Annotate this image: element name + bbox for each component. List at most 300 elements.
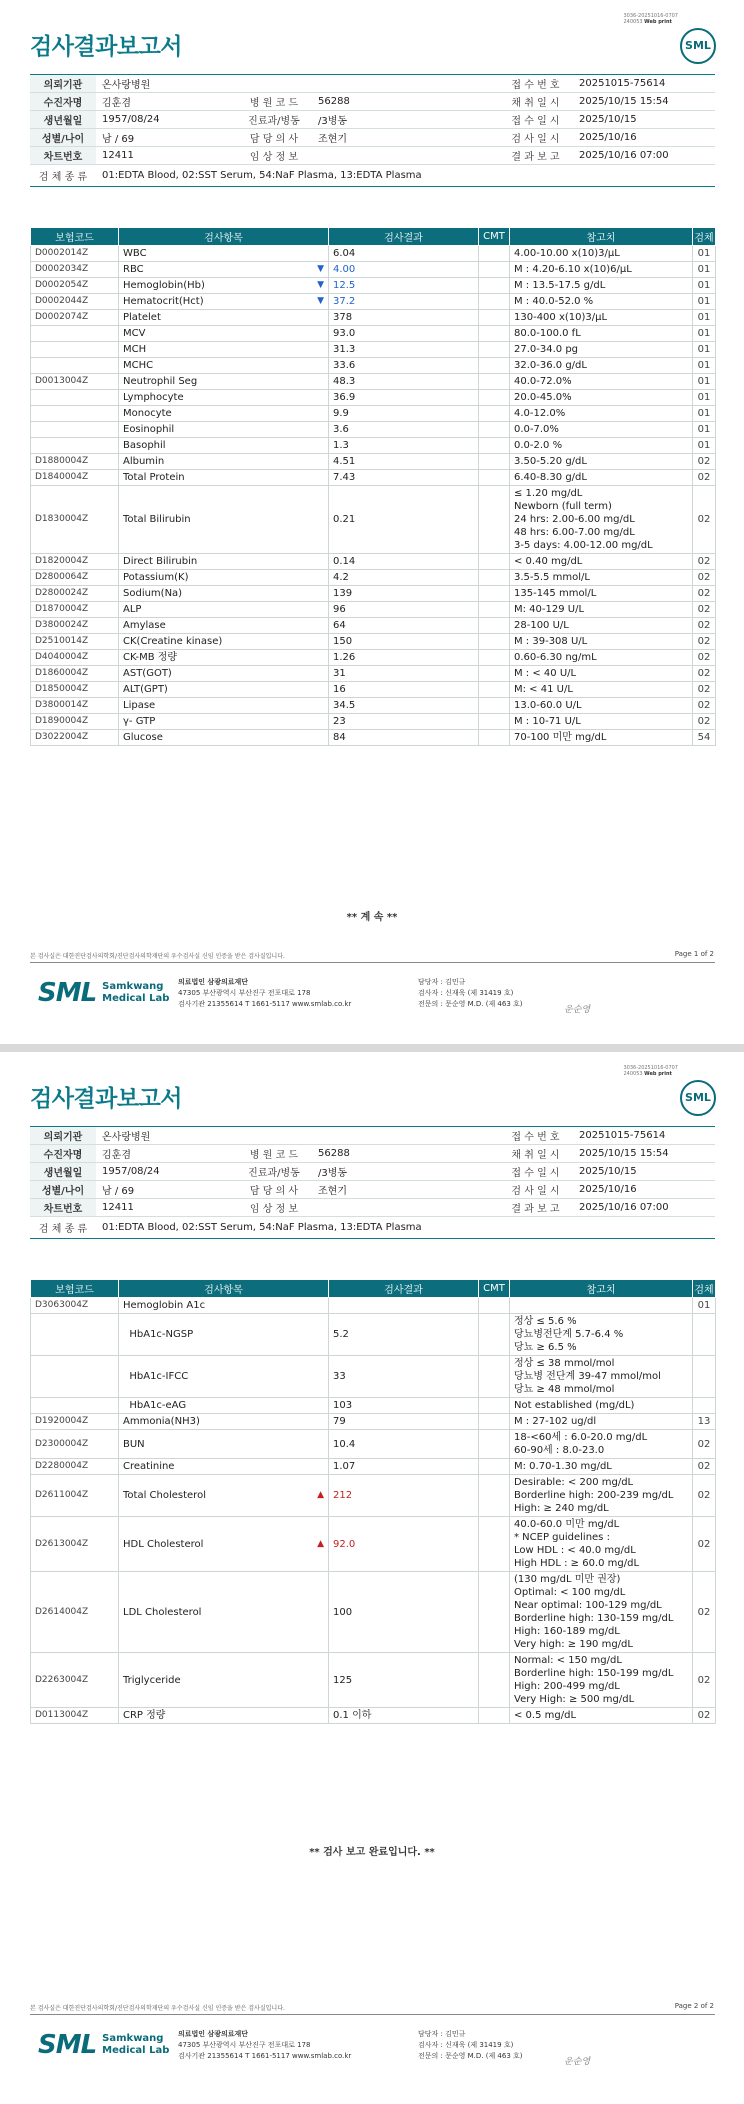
test-name: Eosinophil [119, 422, 329, 438]
insurance-code: D2510014Z [31, 634, 119, 650]
specimen-code: 02 [693, 602, 716, 618]
footer-personnel: 담당자 : 김민규 검사자 : 신재욱 (제 31419 호) 전문의 : 문순영 M.D. (제 463 호) [418, 978, 523, 1008]
test-result: 4.00 [329, 262, 479, 278]
test-name: Ammonia(NH3) [119, 1414, 329, 1430]
results-table [30, 1279, 716, 1724]
specimen-code: 02 [693, 666, 716, 682]
table-row [31, 1356, 716, 1398]
test-name: CRP 정량 [119, 1708, 329, 1724]
cmt-cell [479, 406, 510, 422]
footer-address: 의료법인 삼광의료재단 47305 부산광역시 부산진구 전포대로 178 검사기관 21355614 T 1661-5117 www.smlab.co.kr [178, 978, 352, 1008]
insurance-code: D0002074Z [31, 310, 119, 326]
insurance-code [31, 342, 119, 358]
reference-range: 4.0-12.0% [510, 406, 693, 422]
test-name: Direct Bilirubin [119, 554, 329, 570]
reference-range: 80.0-100.0 fL [510, 326, 693, 342]
footer-brand: SML Samkwang Medical Lab [38, 2030, 170, 2060]
cmt-cell [479, 358, 510, 374]
specimen-code: 02 [693, 470, 716, 486]
column-header: 참고치 [510, 228, 693, 246]
test-result: 150 [329, 634, 479, 650]
column-header: 검사결과 [329, 1280, 479, 1298]
insurance-code [31, 406, 119, 422]
insurance-code [31, 438, 119, 454]
insurance-code [31, 1314, 119, 1356]
table-row [31, 1414, 716, 1430]
test-result: 31 [329, 666, 479, 682]
column-header: CMT [479, 228, 510, 246]
table-row [31, 422, 716, 438]
test-name: Creatinine [119, 1459, 329, 1475]
insurance-code: D1850004Z [31, 682, 119, 698]
test-result: 4.51 [329, 454, 479, 470]
reference-range: Normal: < 150 mg/dL Borderline high: 150-199 mg/dL High: 200-499 mg/dL Very High: ≥ 500 mg/dL [510, 1653, 693, 1708]
test-name: LDL Cholesterol [119, 1572, 329, 1653]
insurance-code: D0002034Z [31, 262, 119, 278]
test-result: 9.9 [329, 406, 479, 422]
table-row [31, 1398, 716, 1414]
cmt-cell [479, 682, 510, 698]
page-number: Page 1 of 2 [674, 950, 714, 958]
page-separator [0, 1044, 744, 1052]
table-row [31, 682, 716, 698]
test-result: 378 [329, 310, 479, 326]
specimen-code: 02 [693, 586, 716, 602]
signature: 운순영 [564, 1005, 591, 1015]
reference-range: M : 10-71 U/L [510, 714, 693, 730]
test-result: 79 [329, 1414, 479, 1430]
test-name: Glucose [119, 730, 329, 746]
cmt-cell [479, 454, 510, 470]
specimen-code [693, 1398, 716, 1414]
report-page-1 [0, 0, 744, 1044]
reference-range: < 0.40 mg/dL [510, 554, 693, 570]
specimen-code: 01 [693, 342, 716, 358]
insurance-code: D2800024Z [31, 586, 119, 602]
test-result: 10.4 [329, 1430, 479, 1459]
cmt-cell [479, 310, 510, 326]
test-result: 1.26 [329, 650, 479, 666]
test-name: γ- GTP [119, 714, 329, 730]
column-header: 보험코드 [31, 1280, 119, 1298]
table-row [31, 1653, 716, 1708]
reference-range: 135-145 mmol/L [510, 586, 693, 602]
reference-range: M: 40-129 U/L [510, 602, 693, 618]
table-row [31, 666, 716, 682]
insurance-code: D0002044Z [31, 294, 119, 310]
reference-range: 70-100 미만 mg/dL [510, 730, 693, 746]
reference-range: M : < 40 U/L [510, 666, 693, 682]
test-result: 5.2 [329, 1314, 479, 1356]
low-flag-icon: ▼ [317, 280, 324, 290]
reference-range [510, 1298, 693, 1314]
reference-range: M: < 41 U/L [510, 682, 693, 698]
test-result: 92.0 [329, 1517, 479, 1572]
report-title: 검사결과보고서 [30, 34, 183, 60]
patient-info-table: 의뢰기관 온사랑병원 접 수 번 호 20251015-75614 수진자명 김훈겸 병 원 코 드 56288 채 취 일 시 2025/10/15 15:54 생년월일 1957/08/24 진료과/병동 /3병동 접 수 일 시 2025/10/15 성별/나이 남 / 69 담 당 의 사 조현기 검 사 일 시 2025/10/16 차트번호 12411 임 상 정 보 결 과 보 고 2025/10/16 07:00 검 체 종 류 01:EDTA Blood, 02:SST Serum, 54:NaF Plasma, 13:EDTA Plasma [30, 1126, 715, 1239]
test-result: 33.6 [329, 358, 479, 374]
test-name: Basophil [119, 438, 329, 454]
reference-range: M : 27-102 ug/dl [510, 1414, 693, 1430]
specimen-code: 01 [693, 278, 716, 294]
cmt-cell [479, 390, 510, 406]
table-row [31, 730, 716, 746]
test-name: Total Bilirubin [119, 486, 329, 554]
test-name: Triglyceride [119, 1653, 329, 1708]
test-name: HbA1c-IFCC [119, 1356, 329, 1398]
footer-personnel: 담당자 : 김민규 검사자 : 신재욱 (제 31419 호) 전문의 : 문순영 M.D. (제 463 호) [418, 2030, 523, 2060]
table-row [31, 1708, 716, 1724]
test-name: CK(Creatine kinase) [119, 634, 329, 650]
test-result: 16 [329, 682, 479, 698]
test-name: AST(GOT) [119, 666, 329, 682]
specimen-code: 02 [693, 1459, 716, 1475]
cmt-cell [479, 1517, 510, 1572]
table-row [31, 1314, 716, 1356]
test-name: CK-MB 정량 [119, 650, 329, 666]
specimen-code: 13 [693, 1414, 716, 1430]
insurance-code: D1890004Z [31, 714, 119, 730]
insurance-code: D3063004Z [31, 1298, 119, 1314]
specimen-code: 01 [693, 390, 716, 406]
reference-range: 28-100 U/L [510, 618, 693, 634]
accreditation-note: 본 검사실은 대한진단검사의학회/진단검사의학재단의 우수검사실 신임 인증을 받은 검사실입니다. [30, 953, 285, 960]
specimen-code: 02 [693, 554, 716, 570]
test-name: Amylase [119, 618, 329, 634]
table-row [31, 278, 716, 294]
insurance-code: D3800024Z [31, 618, 119, 634]
page-number: Page 2 of 2 [674, 2002, 714, 2010]
specimen-code: 01 [693, 326, 716, 342]
test-name: Hemoglobin(Hb) ▼ [119, 278, 329, 294]
reference-range: Not established (mg/dL) [510, 1398, 693, 1414]
table-row [31, 1517, 716, 1572]
specimen-code: 02 [693, 1430, 716, 1459]
test-result: 103 [329, 1398, 479, 1414]
test-result: 33 [329, 1356, 479, 1398]
test-name: Potassium(K) [119, 570, 329, 586]
table-row [31, 294, 716, 310]
doc-id: 3036-20251016-0707 240053 Web print [623, 1065, 678, 1077]
table-row [31, 1298, 716, 1314]
test-name: Platelet [119, 310, 329, 326]
footer-divider [30, 962, 715, 963]
test-result: 0.1 이하 [329, 1708, 479, 1724]
column-header: 검체 [693, 228, 716, 246]
column-header: 검사항목 [119, 228, 329, 246]
cmt-cell [479, 1708, 510, 1724]
specimen-code: 02 [693, 714, 716, 730]
reference-range: 13.0-60.0 U/L [510, 698, 693, 714]
test-result: 3.6 [329, 422, 479, 438]
table-row [31, 714, 716, 730]
insurance-code: D2263004Z [31, 1653, 119, 1708]
table-row [31, 1430, 716, 1459]
high-flag-icon: ▲ [317, 1490, 324, 1500]
cmt-cell [479, 714, 510, 730]
insurance-code: D1920004Z [31, 1414, 119, 1430]
insurance-code: D0113004Z [31, 1708, 119, 1724]
test-result: 64 [329, 618, 479, 634]
cmt-cell [479, 1414, 510, 1430]
test-result: 23 [329, 714, 479, 730]
reference-range: 0.0-2.0 % [510, 438, 693, 454]
table-row [31, 374, 716, 390]
test-result: 34.5 [329, 698, 479, 714]
test-name: Lymphocyte [119, 390, 329, 406]
test-name: MCV [119, 326, 329, 342]
table-row [31, 390, 716, 406]
reference-range: 32.0-36.0 g/dL [510, 358, 693, 374]
table-row [31, 310, 716, 326]
cmt-cell [479, 246, 510, 262]
report-title: 검사결과보고서 [30, 1086, 183, 1112]
insurance-code: D1860004Z [31, 666, 119, 682]
insurance-code: D2613004Z [31, 1517, 119, 1572]
doc-id: 3036-20251016-0707 240053 Web print [623, 13, 678, 25]
insurance-code: D4040004Z [31, 650, 119, 666]
test-name: ALT(GPT) [119, 682, 329, 698]
specimen-code: 01 [693, 310, 716, 326]
reference-range: 정상 ≤ 38 mmol/mol 당뇨병 전단계 39-47 mmol/mol 당뇨 ≥ 48 mmol/mol [510, 1356, 693, 1398]
test-result: 12.5 [329, 278, 479, 294]
patient-info-table: 의뢰기관 온사랑병원 접 수 번 호 20251015-75614 수진자명 김훈겸 병 원 코 드 56288 채 취 일 시 2025/10/15 15:54 생년월일 1957/08/24 진료과/병동 /3병동 접 수 일 시 2025/10/15 성별/나이 남 / 69 담 당 의 사 조현기 검 사 일 시 2025/10/16 차트번호 12411 임 상 정 보 결 과 보 고 2025/10/16 07:00 검 체 종 류 01:EDTA Blood, 02:SST Serum, 54:NaF Plasma, 13:EDTA Plasma [30, 74, 715, 187]
reference-range: M : 13.5-17.5 g/dL [510, 278, 693, 294]
cmt-cell [479, 486, 510, 554]
footer-divider [30, 2014, 715, 2015]
reference-range: 6.40-8.30 g/dL [510, 470, 693, 486]
table-row [31, 486, 716, 554]
cmt-cell [479, 1314, 510, 1356]
test-name: Albumin [119, 454, 329, 470]
insurance-code [31, 358, 119, 374]
table-row [31, 1475, 716, 1517]
specimen-code: 02 [693, 1475, 716, 1517]
specimen-code: 01 [693, 1298, 716, 1314]
cmt-cell [479, 650, 510, 666]
test-result: 1.07 [329, 1459, 479, 1475]
reference-range: < 0.5 mg/dL [510, 1708, 693, 1724]
table-row [31, 1572, 716, 1653]
test-result: 93.0 [329, 326, 479, 342]
column-header: 검사항목 [119, 1280, 329, 1298]
cmt-cell [479, 470, 510, 486]
cmt-cell [479, 278, 510, 294]
reference-range: 18-<60세 : 6.0-20.0 mg/dL 60-90세 : 8.0-23.0 [510, 1430, 693, 1459]
cmt-cell [479, 602, 510, 618]
cmt-cell [479, 554, 510, 570]
table-row [31, 618, 716, 634]
test-result [329, 1298, 479, 1314]
reference-range: 0.0-7.0% [510, 422, 693, 438]
cmt-cell [479, 1475, 510, 1517]
cmt-cell [479, 1398, 510, 1414]
insurance-code [31, 1398, 119, 1414]
insurance-code [31, 1356, 119, 1398]
test-name: HbA1c-eAG [119, 1398, 329, 1414]
insurance-code [31, 422, 119, 438]
reference-range: (130 mg/dL 미만 권장) Optimal: < 100 mg/dL Near optimal: 100-129 mg/dL Borderline high: 130-159 mg/dL High: 160-189 mg/dL Very high: ≥ 190 mg/dL [510, 1572, 693, 1653]
test-result: 100 [329, 1572, 479, 1653]
table-row [31, 342, 716, 358]
test-name: Lipase [119, 698, 329, 714]
table-row [31, 358, 716, 374]
specimen-code: 02 [693, 650, 716, 666]
reference-range: 27.0-34.0 pg [510, 342, 693, 358]
sml-logo: SML [680, 1080, 716, 1116]
reference-range: M : 4.20-6.10 x(10)6/μL [510, 262, 693, 278]
insurance-code: D1840004Z [31, 470, 119, 486]
table-row [31, 1459, 716, 1475]
specimen-code: 02 [693, 1572, 716, 1653]
cmt-cell [479, 1298, 510, 1314]
table-row [31, 454, 716, 470]
cmt-cell [479, 326, 510, 342]
cmt-cell [479, 422, 510, 438]
insurance-code: D2800064Z [31, 570, 119, 586]
specimen-code: 01 [693, 406, 716, 422]
insurance-code: D1870004Z [31, 602, 119, 618]
specimen-code: 01 [693, 422, 716, 438]
insurance-code: D2614004Z [31, 1572, 119, 1653]
test-name: MCH [119, 342, 329, 358]
test-name: ALP [119, 602, 329, 618]
test-result: 37.2 [329, 294, 479, 310]
column-header: 참고치 [510, 1280, 693, 1298]
table-row [31, 634, 716, 650]
cmt-cell [479, 438, 510, 454]
specimen-code: 01 [693, 294, 716, 310]
reference-range: 3.50-5.20 g/dL [510, 454, 693, 470]
table-row [31, 470, 716, 486]
test-name: Monocyte [119, 406, 329, 422]
reference-range: 40.0-72.0% [510, 374, 693, 390]
test-result: 0.21 [329, 486, 479, 554]
insurance-code: D0002014Z [31, 246, 119, 262]
signature: 운순영 [564, 2057, 591, 2067]
test-result: 4.2 [329, 570, 479, 586]
table-row [31, 698, 716, 714]
specimen-code: 01 [693, 246, 716, 262]
column-header: 검사결과 [329, 228, 479, 246]
cmt-cell [479, 294, 510, 310]
column-header: 보험코드 [31, 228, 119, 246]
insurance-code: D0002054Z [31, 278, 119, 294]
specimen-code: 02 [693, 486, 716, 554]
table-row [31, 570, 716, 586]
test-name: Sodium(Na) [119, 586, 329, 602]
test-result: 0.14 [329, 554, 479, 570]
reference-range: 3.5-5.5 mmol/L [510, 570, 693, 586]
cmt-cell [479, 666, 510, 682]
cmt-cell [479, 1356, 510, 1398]
specimen-code: 01 [693, 438, 716, 454]
specimen-code [693, 1314, 716, 1356]
insurance-code [31, 326, 119, 342]
cmt-cell [479, 1572, 510, 1653]
test-name: HDL Cholesterol ▲ [119, 1517, 329, 1572]
column-header: CMT [479, 1280, 510, 1298]
test-name: Neutrophil Seg [119, 374, 329, 390]
specimen-code: 01 [693, 374, 716, 390]
specimen-code: 02 [693, 634, 716, 650]
specimen-code: 02 [693, 1708, 716, 1724]
cmt-cell [479, 698, 510, 714]
footer-address: 의료법인 삼광의료재단 47305 부산광역시 부산진구 전포대로 178 검사기관 21355614 T 1661-5117 www.smlab.co.kr [178, 2030, 352, 2060]
test-name: Total Protein [119, 470, 329, 486]
table-row [31, 602, 716, 618]
insurance-code [31, 390, 119, 406]
specimen-code: 02 [693, 454, 716, 470]
specimen-code: 02 [693, 682, 716, 698]
reference-range: 20.0-45.0% [510, 390, 693, 406]
specimen-code: 02 [693, 1653, 716, 1708]
low-flag-icon: ▼ [317, 296, 324, 306]
test-name: WBC [119, 246, 329, 262]
reference-range: 정상 ≤ 5.6 % 당뇨병전단계 5.7-6.4 % 당뇨 ≥ 6.5 % [510, 1314, 693, 1356]
test-name: BUN [119, 1430, 329, 1459]
cmt-cell [479, 730, 510, 746]
insurance-code: D2611004Z [31, 1475, 119, 1517]
specimen-code: 54 [693, 730, 716, 746]
sml-logo: SML [680, 28, 716, 64]
insurance-code: D1830004Z [31, 486, 119, 554]
reference-range: ≤ 1.20 mg/dL Newborn (full term) 24 hrs: 2.00-6.00 mg/dL 48 hrs: 6.00-7.00 mg/dL 3-5 days: 4.00-12.00 mg/dL [510, 486, 693, 554]
test-result: 96 [329, 602, 479, 618]
continue-note: ** 계 속 ** [346, 912, 398, 923]
test-name: Total Cholesterol ▲ [119, 1475, 329, 1517]
insurance-code: D1880004Z [31, 454, 119, 470]
test-result: 125 [329, 1653, 479, 1708]
reference-range: 4.00-10.00 x(10)3/μL [510, 246, 693, 262]
reference-range: M: 0.70-1.30 mg/dL [510, 1459, 693, 1475]
results-table [30, 227, 716, 746]
test-name: Hemoglobin A1c [119, 1298, 329, 1314]
test-result: 36.9 [329, 390, 479, 406]
reference-range: 40.0-60.0 미만 mg/dL * NCEP guidelines : Low HDL : < 40.0 mg/dL High HDL : ≥ 60.0 mg/dL [510, 1517, 693, 1572]
cmt-cell [479, 618, 510, 634]
table-row [31, 326, 716, 342]
specimen-code: 02 [693, 570, 716, 586]
specimen-code: 02 [693, 618, 716, 634]
test-result: 6.04 [329, 246, 479, 262]
insurance-code: D1820004Z [31, 554, 119, 570]
test-result: 48.3 [329, 374, 479, 390]
test-result: 31.3 [329, 342, 479, 358]
test-name: MCHC [119, 358, 329, 374]
insurance-code: D3022004Z [31, 730, 119, 746]
specimen-code [693, 1356, 716, 1398]
specimen-code: 01 [693, 262, 716, 278]
test-result: 7.43 [329, 470, 479, 486]
test-result: 1.3 [329, 438, 479, 454]
test-result: 84 [329, 730, 479, 746]
cmt-cell [479, 634, 510, 650]
test-name: Hematocrit(Hct) ▼ [119, 294, 329, 310]
report-page-2 [0, 1052, 744, 2096]
reference-range: Desirable: < 200 mg/dL Borderline high: 200-239 mg/dL High: ≥ 240 mg/dL [510, 1475, 693, 1517]
reference-range: 130-400 x(10)3/μL [510, 310, 693, 326]
cmt-cell [479, 262, 510, 278]
cmt-cell [479, 1459, 510, 1475]
table-row [31, 246, 716, 262]
table-row [31, 262, 716, 278]
cmt-cell [479, 570, 510, 586]
test-name: HbA1c-NGSP [119, 1314, 329, 1356]
specimen-code: 02 [693, 698, 716, 714]
accreditation-note: 본 검사실은 대한진단검사의학회/진단검사의학재단의 우수검사실 신임 인증을 받은 검사실입니다. [30, 2005, 285, 2012]
insurance-code: D2300004Z [31, 1430, 119, 1459]
